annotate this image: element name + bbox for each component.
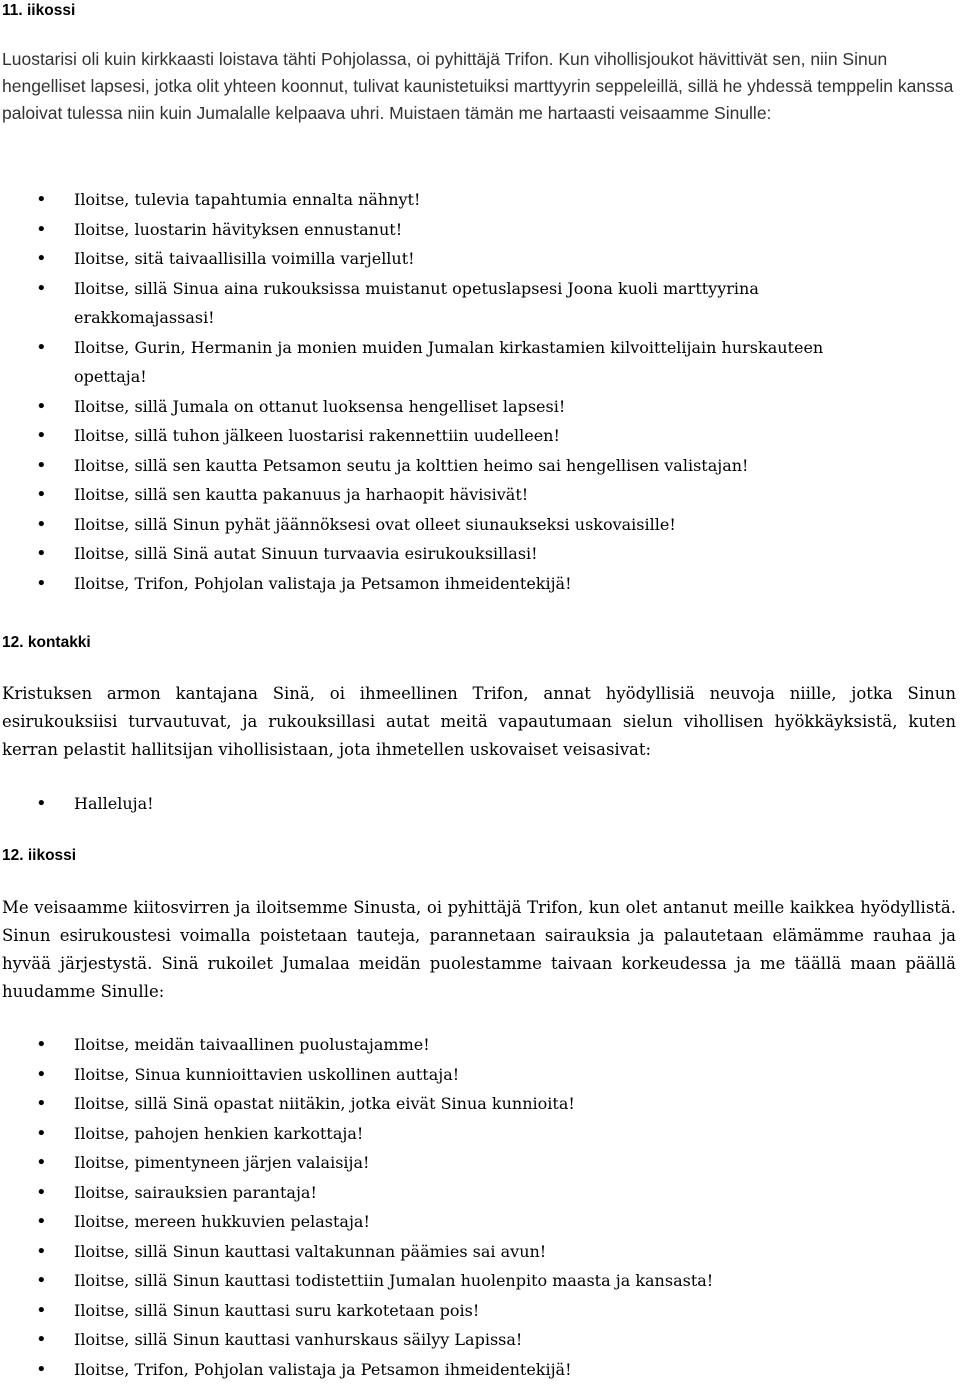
list-item: • Iloitse, Sinua kunnioittavien uskollinen auttaja! [0,1060,900,1090]
invocation-list [0,1030,900,1384]
list-item: • Iloitse, Trifon, Pohjolan valistaja ja Petsamon ihmeidentekijä! [0,1355,900,1385]
list-item: • Iloitse, Gurin, Hermanin ja monien muiden Jumalan kirkastamien kilvoittelijain hurskauteen opettaja! [0,333,900,392]
list-item: • Iloitse, sillä Sinun kauttasi valtakunnan päämies sai avun! [0,1237,900,1267]
list-item: • Iloitse, tulevia tapahtumia ennalta nähnyt! [0,185,900,215]
section-intro: Luostarisi oli kuin kirkkaasti loistava tähti Pohjolassa, oi pyhittäjä Trifon. Kun vihollisjoukot hävittivät sen, niin Sinun hengelliset lapsesi, jotka olit yhteen koonnut, tulivat kaunistetuiksi marttyyrin seppeleillä, sillä he yhdessä temppelin kanssa paloivat tulessa niin kuin Jumalalle kelpaava uhri. Muistaen tämän me hartaasti veisaamme Sinulle: [2,49,954,123]
list-item: • Iloitse, sillä Sinua aina rukouksissa muistanut opetuslapsesi Joona kuoli marttyyrina erakkomajassasi! [0,274,900,333]
list-item: • Iloitse, sillä sen kautta pakanuus ja harhaopit hävisivät! [0,480,900,510]
list-item: • Iloitse, sillä Sinun kauttasi todistettiin Jumalan huolenpito maasta ja kansasta! [0,1266,900,1296]
section-heading: 11. iikossi [2,2,76,19]
section-intro: Me veisaamme kiitosvirren ja iloitsemme Sinusta, oi pyhittäjä Trifon, kun olet antanut meille kaikkea hyödyllistä. Sinun esirukoustesi voimalla poistetaan tauteja, parannetaan sairauksia ja palautetaan elämämme rauhaa ja hyvää järjestystä. Sinä rukoilet Jumalaa meidän puolestamme taivaan korkeudessa ja me täällä maan päällä huudamme Sinulle: [2,898,956,1001]
list-item: • Halleluja! [0,789,900,819]
list-item: • Iloitse, pimentyneen järjen valaisija! [0,1148,900,1178]
list-item: • Iloitse, sillä sen kautta Petsamon seutu ja kolttien heimo sai hengellisen valistajan! [0,451,900,481]
list-item: • Iloitse, mereen hukkuvien pelastaja! [0,1207,900,1237]
list-item: • Iloitse, sillä Sinä autat Sinuun turvaavia esirukouksillasi! [0,539,900,569]
list-item: • Iloitse, Trifon, Pohjolan valistaja ja Petsamon ihmeidentekijä! [0,569,900,599]
list-item: • Iloitse, meidän taivaallinen puolustajamme! [0,1030,900,1060]
list-item: • Iloitse, sillä tuhon jälkeen luostarisi rakennettiin uudelleen! [0,421,900,451]
invocation-list [0,185,900,598]
list-item: • Iloitse, sairauksien parantaja! [0,1178,900,1208]
list-item: • Iloitse, sitä taivaallisilla voimilla varjellut! [0,244,900,274]
invocation-list [0,789,900,819]
list-item: • Iloitse, sillä Sinun kauttasi vanhurskaus säilyy Lapissa! [0,1325,900,1355]
list-item: • Iloitse, sillä Sinun kauttasi suru karkotetaan pois! [0,1296,900,1326]
list-item: • Iloitse, sillä Sinun pyhät jäännöksesi ovat olleet siunaukseksi uskovaisille! [0,510,900,540]
section-heading: 12. kontakki [2,634,91,651]
list-item: • Iloitse, sillä Sinä opastat niitäkin, jotka eivät Sinua kunnioita! [0,1089,900,1119]
section-heading: 12. iikossi [2,847,77,864]
list-item: • Iloitse, sillä Jumala on ottanut luoksensa hengelliset lapsesi! [0,392,900,422]
list-item: • Iloitse, luostarin hävityksen ennustanut! [0,215,900,245]
section-intro: Kristuksen armon kantajana Sinä, oi ihmeellinen Trifon, annat hyödyllisiä neuvoja niille, jotka Sinun esirukouksiisi turvautuvat, ja rukouksillasi autat meitä vapautumaan sielun vihollisen hyökkäyksistä, kuten kerran pelastit hallitsijan vihollisistaan, jota ihmetellen uskovaiset veisasivat: [2,684,956,759]
list-item: • Iloitse, pahojen henkien karkottaja! [0,1119,900,1149]
